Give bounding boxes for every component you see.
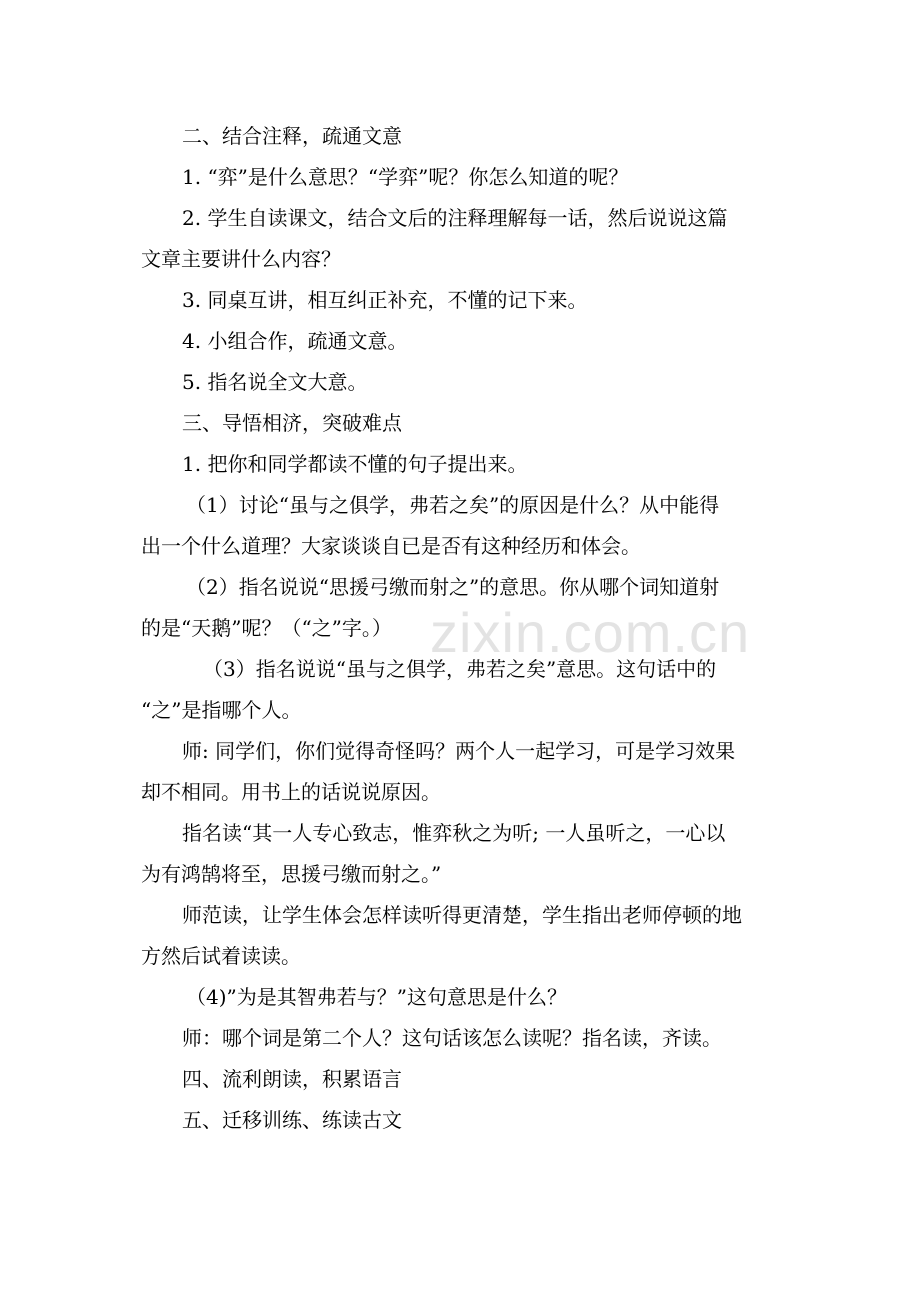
paragraph-line: 5. 指名说全文大意。 <box>182 370 368 394</box>
paragraph-line: 4. 小组合作，疏通文意。 <box>182 329 408 353</box>
paragraph-line: 方然后试着读读。 <box>141 944 301 968</box>
paragraph-line: （2）指名说说“思援弓缴而射之”的意思。你从哪个词知道射 <box>186 575 720 599</box>
paragraph-line: 出一个什么道理？大家谈谈自已是否有这种经历和体会。 <box>141 534 641 558</box>
paragraph-line: 文章主要讲什么内容？ <box>141 247 341 271</box>
watermark: zixin.com.cn <box>430 601 751 664</box>
paragraph-line: 3. 同桌互讲，相互纠正补充，不懂的记下来。 <box>182 288 588 312</box>
section-heading-3: 三、导悟相济，突破难点 <box>182 411 402 435</box>
paragraph-line: （1）讨论“虽与之俱学，弗若之矣”的原因是什么？从中能得 <box>186 493 720 517</box>
paragraph-line: 的是“天鹅”呢？（“之”字。） <box>141 616 392 640</box>
paragraph-line: 1. “弈”是什么意思？“学弈”呢？你怎么知道的呢？ <box>182 165 629 189</box>
section-heading-4: 四、流利朗读，积累语言 <box>182 1067 402 1091</box>
paragraph-line: 师: 同学们，你们觉得奇怪吗？两个人一起学习，可是学习效果 <box>182 739 736 763</box>
paragraph-line: （3）指名说说“虽与之俱学，弗若之矣”意思。这句话中的 <box>203 657 717 681</box>
paragraph-line: 指名读“其一人专心致志，惟弈秋之为听; 一人虽听之，一心以 <box>182 821 726 845</box>
paragraph-line: 师范读，让学生体会怎样读听得更清楚，学生指出老师停顿的地 <box>182 903 742 927</box>
paragraph-line: 1. 把你和同学都读不懂的句子提出来。 <box>182 452 528 476</box>
section-heading-5: 五、迁移训练、练读古文 <box>182 1108 402 1132</box>
section-heading-2: 二、结合注释，疏通文意 <box>182 124 402 148</box>
paragraph-line: 师：哪个词是第二个人？这句话该怎么读呢？指名读，齐读。 <box>182 1026 722 1050</box>
paragraph-line: （4)”为是其智弗若与？”这句意思是什么？ <box>186 985 567 1009</box>
paragraph-line: “之”是指哪个人。 <box>141 698 302 722</box>
paragraph-line: 却不相同。用书上的话说说原因。 <box>141 780 441 804</box>
document-body <box>141 116 781 1141</box>
paragraph-line: 为有鸿鹄将至，思援弓缴而射之。” <box>141 862 442 886</box>
paragraph-line: 2. 学生自读课文，结合文后的注释理解每一话，然后说说这篇 <box>182 206 728 230</box>
